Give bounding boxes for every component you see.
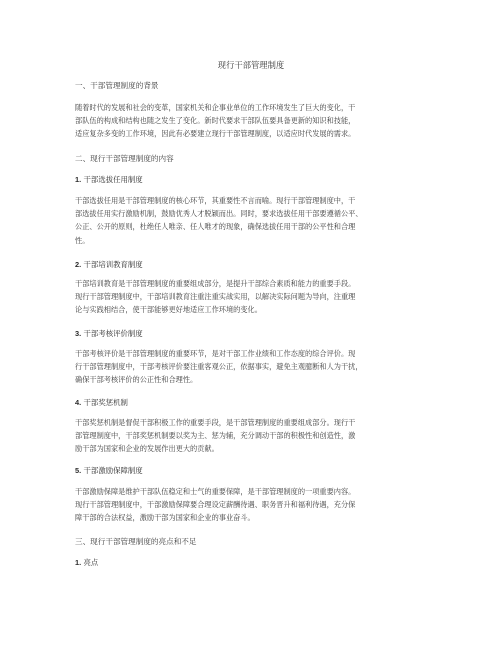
item-title: 干部激励保障制度 (83, 466, 143, 475)
paragraph-line: 适应复杂多变的工作环境，因此有必要建立现行干部管理制度，以适应时代发展的需求。 (75, 129, 356, 139)
paragraph-line: 部管理制度中，干部奖惩机制要以奖为主、惩为辅，充分调动干部的积极性和创造性，激 (75, 431, 356, 441)
paragraph-line: 性。 (75, 235, 90, 245)
paragraph-line: 论与实践相结合，使干部能够更好地适应工作环境的变化。 (75, 305, 262, 315)
item-4-paragraph (75, 416, 435, 456)
paragraph-line: 干部选拔任用是干部管理制度的核心环节，其重要性不言而喻。现行干部管理制度中，干 (75, 196, 356, 205)
item-5-paragraph (75, 485, 435, 525)
item-5-heading (75, 465, 435, 477)
item-number: 5. (75, 466, 82, 475)
section-1-paragraph (75, 101, 435, 141)
item-number: 3. (75, 329, 82, 338)
section-2-heading: 二、现行干部管理制度的内容 (75, 154, 174, 163)
paragraph-line: 励干部为国家和企业的发展作出更大的贡献。 (75, 444, 219, 454)
paragraph-line: 障干部的合法权益，激励干部为国家和企业的事业奋斗。 (75, 513, 255, 523)
section-3-heading: 三、现行干部管理制度的亮点和不足 (75, 537, 197, 546)
item-number: 2. (75, 260, 82, 269)
paragraph-line: 干部激励保障是维护干部队伍稳定和士气的重要保障，是干部管理制度的一项重要内容。 (75, 487, 356, 496)
document-title: 现行干部管理制度 (217, 60, 285, 70)
item-1-heading (75, 174, 435, 186)
item-title: 亮点 (83, 558, 99, 567)
paragraph-line: 现行干部管理制度中，干部激励保障要合理设定薪酬待遇、职务晋升和福利待遇，充分保 (75, 500, 356, 510)
item-number: 4. (75, 398, 82, 407)
paragraph-line: 随着时代的发展和社会的变革，国家机关和企事业单位的工作环境发生了巨大的变化，干 (75, 103, 356, 112)
paragraph-line: 部选拔任用实行激励机制，鼓励优秀人才脱颖而出。同时，要求选拔任用干部要遵循公平、 (75, 209, 363, 219)
item-title: 干部奖惩机制 (83, 398, 128, 407)
paragraph-line: 干部培训教育是干部管理制度的重要组成部分，是提升干部综合素质和能力的重要手段。 (75, 279, 356, 288)
item-title: 干部选拔任用制度 (83, 175, 143, 184)
paragraph-line: 现行干部管理制度中，干部培训教育注重注重实战实用，以解决实际问题为导向，注重理 (75, 292, 356, 302)
item-number: 1. (75, 558, 82, 567)
item-title: 干部培训教育制度 (83, 260, 143, 269)
paragraph-line: 部队伍的构成和结构也随之发生了变化。新时代要求干部队伍要具备更新的知识和技能， (75, 116, 356, 126)
item-number: 1. (75, 175, 82, 184)
item-2-heading (75, 259, 435, 271)
item-1-paragraph (75, 194, 435, 247)
paragraph-line: 干部考核评价是干部管理制度的重要环节，是对干部工作业绩和工作态度的综合评价。现 (75, 349, 356, 358)
item-title: 干部考核评价制度 (83, 329, 143, 338)
paragraph-line: 确保干部考核评价的公正性和合理性。 (75, 375, 198, 385)
paragraph-line: 行干部管理制度中，干部考核评价要注重客观公正，依据事实，避免主观臆断和人为干扰， (75, 362, 363, 372)
section-3-item-1-heading (75, 557, 435, 569)
paragraph-line: 干部奖惩机制是督促干部积极工作的重要手段，是干部管理制度的重要组成部分。现行干 (75, 418, 356, 427)
item-2-paragraph (75, 277, 435, 317)
item-3-heading (75, 328, 435, 340)
paragraph-line: 公正、公开的原则，杜绝任人唯亲、任人唯才的现象，确保选拔任用干部的公平性和合理 (75, 222, 356, 232)
item-3-paragraph (75, 347, 435, 387)
section-1-heading: 一、干部管理制度的背景 (75, 81, 159, 90)
item-4-heading (75, 397, 435, 409)
